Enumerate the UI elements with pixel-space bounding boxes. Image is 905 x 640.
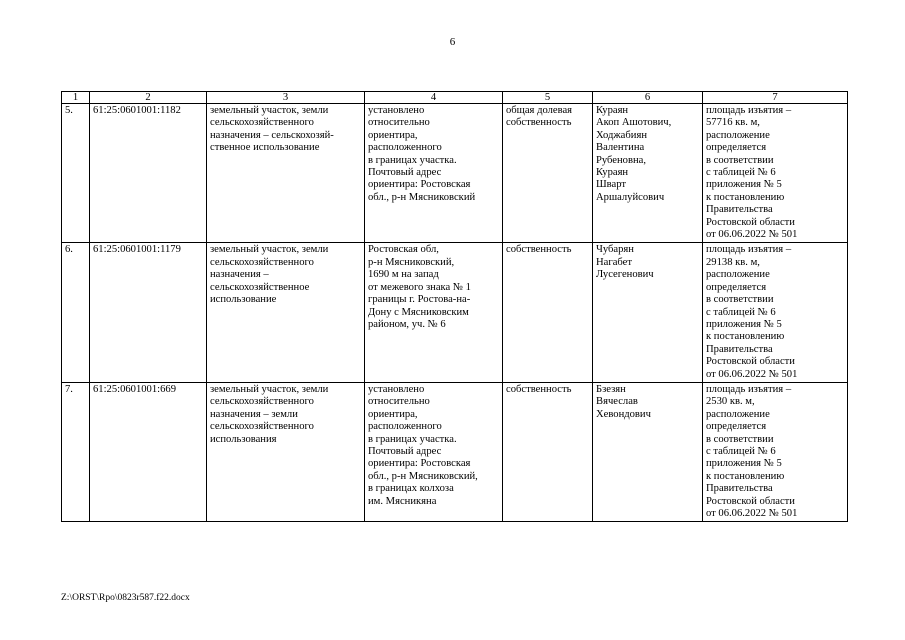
land-category: земельный участок, земли сельскохозяйственного назначения – сельскохозяйственное использование [207, 243, 365, 382]
column-header: 3 [207, 92, 365, 104]
cadastral-number: 61:25:0601001:1182 [90, 104, 207, 243]
location: Ростовская обл, р-н Мясниковский, 1690 м на запад от межевого знака № 1 границы г. Ростова-на- Дону с Мясниковским районом, уч. № 6 [365, 243, 503, 382]
owner: Чубарян Нагабет Лусегенович [593, 243, 703, 382]
seizure-note: площадь изъятия – 2530 кв. м, расположение определяется в соответствии с таблицей № 6 приложения № 5 к постановлению Правительства Ростовской области от 06.06.2022 № 501 [703, 382, 848, 521]
table-header-row [62, 92, 848, 104]
column-header: 1 [62, 92, 90, 104]
file-path-footer: Z:\ORST\Rpo\0823r587.f22.docx [61, 593, 190, 603]
owner: Кураян Акоп Ашотович, Ходжабиян Валентина Рубеновна, Кураян Шварт Аршалуйсович [593, 104, 703, 243]
column-header: 6 [593, 92, 703, 104]
location: установлено относительно ориентира, расположенного в границах участка. Почтовый адрес ориентира: Ростовская обл., р-н Мясниковский [365, 104, 503, 243]
column-header: 2 [90, 92, 207, 104]
land-plots-table [61, 91, 848, 522]
table-row [62, 382, 848, 521]
row-number: 6. [62, 243, 90, 382]
table-row [62, 104, 848, 243]
page-number: 6 [449, 36, 456, 48]
land-category: земельный участок, земли сельскохозяйственного назначения – земли сельскохозяйственного использования [207, 382, 365, 521]
row-number: 7. [62, 382, 90, 521]
right-type: общая долевая собственность [503, 104, 593, 243]
seizure-note: площадь изъятия – 57716 кв. м, расположение определяется в соответствии с таблицей № 6 приложения № 5 к постановлению Правительства Ростовской области от 06.06.2022 № 501 [703, 104, 848, 243]
table-row [62, 243, 848, 382]
column-header: 4 [365, 92, 503, 104]
land-category: земельный участок, земли сельскохозяйственного назначения – сельскохозяй- ственное использование [207, 104, 365, 243]
column-header: 7 [703, 92, 848, 104]
right-type: собственность [503, 243, 593, 382]
cadastral-number: 61:25:0601001:669 [90, 382, 207, 521]
seizure-note: площадь изъятия – 29138 кв. м, расположение определяется в соответствии с таблицей № 6 приложения № 5 к постановлению Правительства Ростовской области от 06.06.2022 № 501 [703, 243, 848, 382]
owner: Бзезян Вячеслав Хевондович [593, 382, 703, 521]
right-type: собственность [503, 382, 593, 521]
column-header: 5 [503, 92, 593, 104]
cadastral-number: 61:25:0601001:1179 [90, 243, 207, 382]
location: установлено относительно ориентира, расположенного в границах участка. Почтовый адрес ориентира: Ростовская обл., р-н Мясниковский, в границах колхоза им. Мясникяна [365, 382, 503, 521]
row-number: 5. [62, 104, 90, 243]
